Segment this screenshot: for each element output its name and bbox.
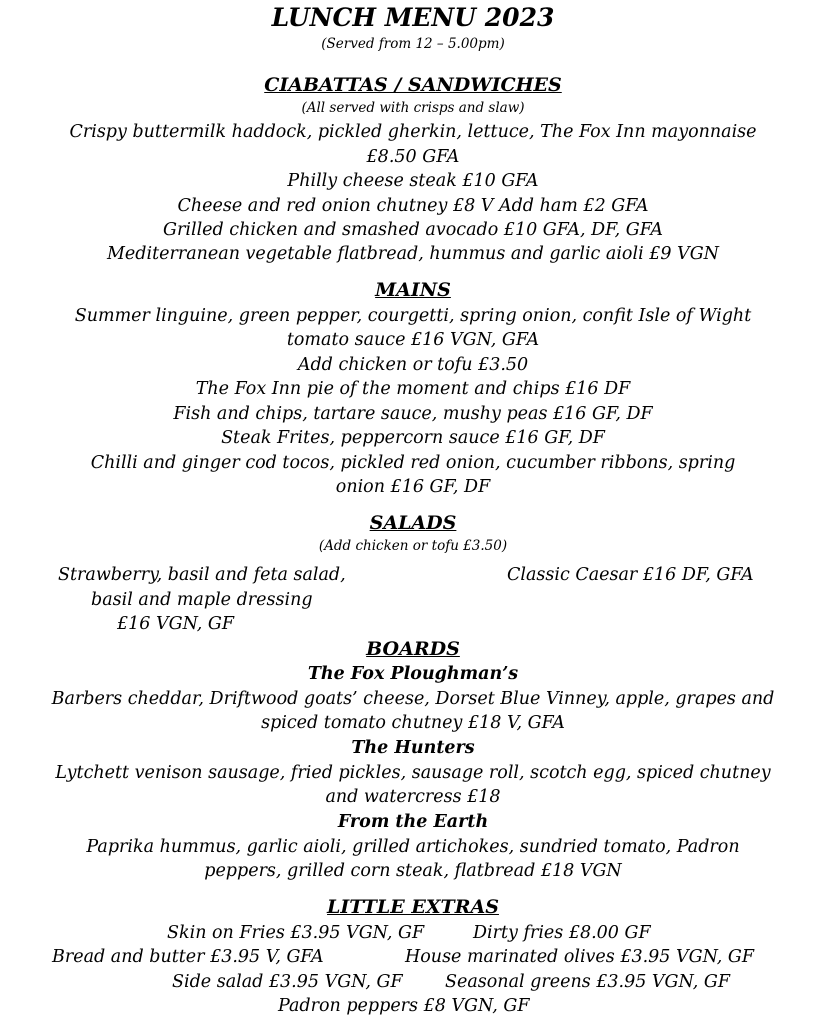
menu-line: Mediterranean vegetable flatbread, hummus and garlic aioli £9 VGN: [107, 244, 719, 264]
salad-item-line: £16 VGN, GF: [117, 614, 235, 634]
page-title: LUNCH MENU 2023: [271, 3, 555, 32]
section-heading-extras: LITTLE EXTRAS: [327, 896, 499, 918]
extra-item: Skin on Fries £3.95 VGN, GF: [167, 923, 425, 943]
menu-line: Barbers cheddar, Driftwood goats’ cheese, Dorset Blue Vinney, apple, grapes and: [51, 689, 775, 709]
menu-line: and watercress £18: [325, 787, 501, 807]
menu-line: tomato sauce £16 VGN, GFA: [286, 330, 540, 350]
menu-line: Summer linguine, green pepper, courgetti, spring onion, confit Isle of Wight: [74, 306, 752, 326]
extra-item: Dirty fries £8.00 GF: [473, 923, 651, 943]
salad-item-caesar: Classic Caesar £16 DF, GFA: [507, 565, 754, 585]
menu-line: Grilled chicken and smashed avocado £10 GFA, DF, GFA: [163, 220, 663, 240]
salad-item-line: Strawberry, basil and feta salad,: [58, 565, 346, 585]
menu-line: Chilli and ginger cod tocos, pickled red onion, cucumber ribbons, spring: [90, 453, 736, 473]
menu-line: Crispy buttermilk haddock, pickled gherkin, lettuce, The Fox Inn mayonnaise: [69, 122, 757, 142]
menu-line: Fish and chips, tartare sauce, mushy peas £16 GF, DF: [173, 404, 653, 424]
salad-item-line: basil and maple dressing: [91, 590, 313, 610]
extra-item: House marinated olives £3.95 VGN, GF: [405, 947, 755, 967]
section-heading-ciabattas: CIABATTAS / SANDWICHES: [264, 74, 562, 96]
extra-item: Seasonal greens £3.95 VGN, GF: [445, 972, 730, 992]
extra-item: Side salad £3.95 VGN, GF: [172, 972, 403, 992]
menu-line: peppers, grilled corn steak, flatbread £18 VGN: [204, 861, 622, 881]
section-heading-salads: SALADS: [369, 512, 457, 534]
extra-item: Padron peppers £8 VGN, GF: [278, 996, 530, 1016]
menu-line: Philly cheese steak £10 GFA: [287, 171, 539, 191]
served-hours: (Served from 12 – 5.00pm): [321, 36, 505, 52]
menu-line: onion £16 GF, DF: [335, 477, 491, 497]
board-name: From the Earth: [337, 812, 489, 832]
menu-line: Paprika hummus, garlic aioli, grilled artichokes, sundried tomato, Padron: [86, 837, 740, 857]
ciabattas-note: (All served with crisps and slaw): [301, 100, 525, 116]
menu-line: Lytchett venison sausage, fried pickles, sausage roll, scotch egg, spiced chutney: [55, 763, 771, 783]
board-name: The Fox Ploughman’s: [307, 664, 519, 684]
section-heading-boards: BOARDS: [366, 638, 460, 660]
board-name: The Hunters: [351, 738, 475, 758]
menu-line: Add chicken or tofu £3.50: [297, 355, 529, 375]
extra-item: Bread and butter £3.95 V, GFA: [52, 947, 324, 967]
section-heading-mains: MAINS: [375, 279, 451, 301]
menu-line: spiced tomato chutney £18 V, GFA: [261, 713, 565, 733]
menu-line: £8.50 GFA: [366, 147, 460, 167]
menu-line: Cheese and red onion chutney £8 V Add ham £2 GFA: [177, 196, 649, 216]
menu-line: The Fox Inn pie of the moment and chips £16 DF: [195, 379, 631, 399]
salads-note: (Add chicken or tofu £3.50): [318, 538, 508, 554]
menu-line: Steak Frites, peppercorn sauce £16 GF, DF: [221, 428, 605, 448]
